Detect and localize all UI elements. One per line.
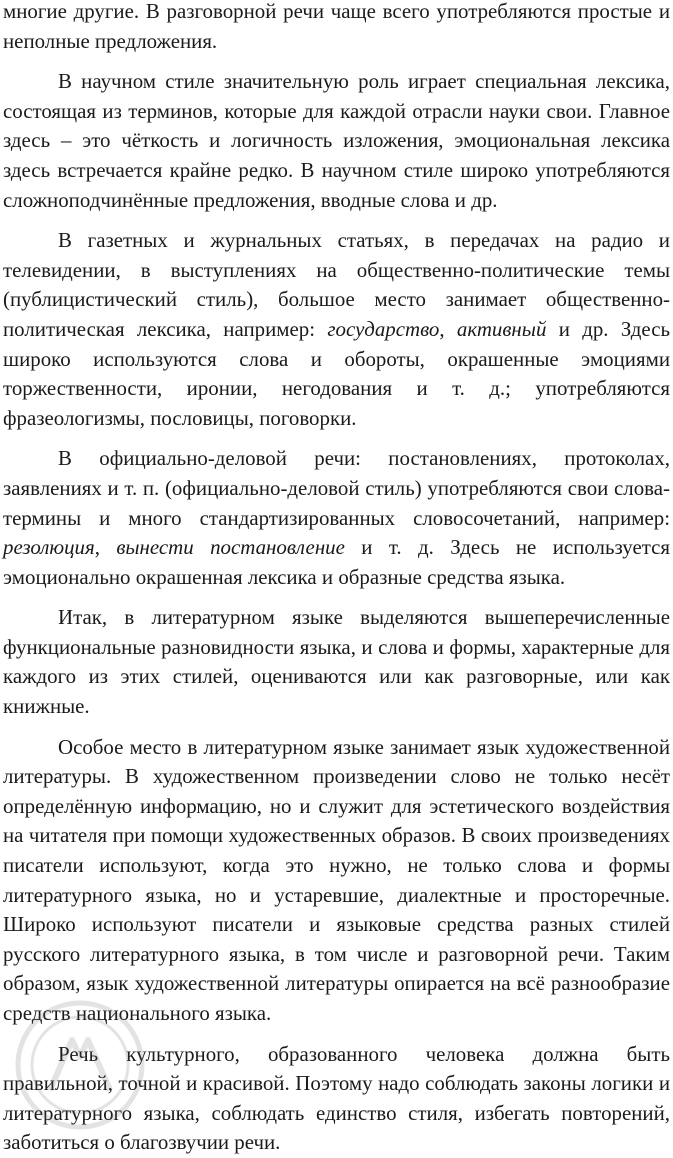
paragraph-text: Особое место в литературном языке занимает язык художественной литературы. В художественном произведении слово не только несёт определённую информацию, но и служит для эстетического воздействия на читателя при помощи художественных образов. В своих произведениях писатели используют, когда это нужно, не только слова и формы литературного языка, но и устаревшие, диалектные и просторечные. Широко используют писатели и языковые средства разных стилей русского литературного языка, в том числе и разговорной речи. Таким образом, язык художественной литературы опирается на всё разнообразие средств национального языка. <box>3 734 670 1025</box>
paragraph-text: и др. Здесь широко используются слова и обороты, окрашенные эмоциями торжественности, иронии, негодования и т. д.; употребляются фразеологизмы, пословицы, поговорки. <box>3 316 670 430</box>
paragraph-text: В газетных и журнальных статьях, в передачах на радио и телевидении, в выступлениях на общественно-политические темы (публицистический стиль), большое место занимает общественно-политическая лексика, например: <box>3 228 670 341</box>
italic-example: государство <box>327 316 440 341</box>
paragraph-6 <box>3 1040 670 1158</box>
paragraph-text: , <box>439 316 457 341</box>
italic-example: резолюция <box>3 535 95 560</box>
paragraph-5 <box>3 733 670 1029</box>
paragraph-text: многие другие. В разговорной речи чаще всего употребляются простые и неполные предложения. <box>3 0 670 53</box>
paragraph-text: В официально-деловой речи: постановлениях, протоколах, заявлениях и т. п. (официально-деловой стиль) употребляются свои слова-термины и много стандартизированных словосочетаний, например: <box>3 446 670 530</box>
paragraph-0 <box>3 0 670 56</box>
paragraph-text: , <box>94 535 117 560</box>
italic-example: вынести постановление <box>116 535 345 560</box>
paragraph-3 <box>3 444 670 592</box>
paragraph-text: Итак, в литературном языке выделяются вышеперечисленные функциональные разновидности языка, и слова и формы, характерные для каждого из этих стилей, оцениваются или как разговорные, или как книжные. <box>3 605 670 719</box>
paragraph-text: Речь культурного, образованного человека должна быть правильной, точной и красивой. Поэтому надо соблюдать законы логики и литературного языка, соблюдать единство стиля, избегать повторений, заботиться о благозвучии речи. <box>3 1041 670 1155</box>
paragraph-2 <box>3 226 670 433</box>
paragraph-4 <box>3 603 670 721</box>
paragraph-text: и т. д. Здесь не используется эмоционально окрашенная лексика и образные средства языка. <box>3 535 670 589</box>
paragraph-text: В научном стиле значительную роль играет специальная лексика, состоящая из терминов, которые для каждой отрасли науки свои. Главное здесь – это чёткость и логичность изложения, эмоциональная лексика здесь встречается крайне редко. В научном стиле широко употребляются сложноподчинённые предложения, вводные слова и др. <box>3 69 670 212</box>
italic-example: активный <box>456 316 547 341</box>
paragraph-1 <box>3 67 670 215</box>
document-page <box>3 0 670 1158</box>
